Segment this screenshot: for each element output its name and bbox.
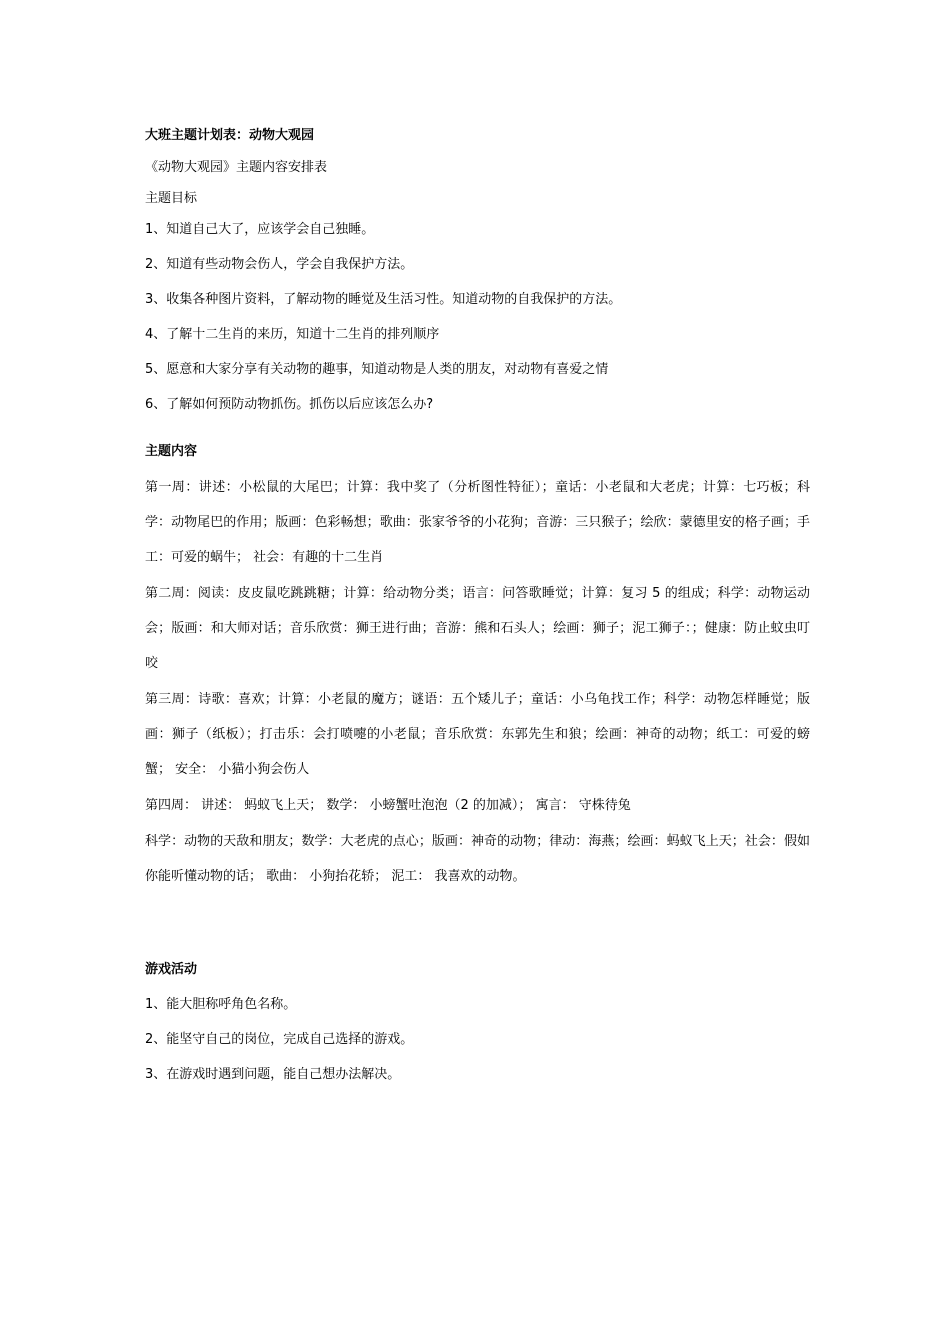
goal-item: 3、收集各种图片资料，了解动物的睡觉及生活习性。知道动物的自我保护的方法。	[145, 292, 622, 307]
week-three-content: 第三周：诗歌：喜欢；计算：小老鼠的魔方；谜语：五个矮儿子；童话：小乌龟找工作；科学：动物怎样睡觉；版画：狮子（纸板）；打击乐：会打喷嚏的小老鼠；音乐欣赏：东郭先生和狼；绘画：神奇的动物；纸工：可爱的螃蟹； 安全： 小猫小狗会伤人	[145, 692, 810, 777]
game-item: 2、能坚守自己的岗位，完成自己选择的游戏。	[145, 1032, 414, 1047]
spacer	[145, 902, 810, 960]
content-heading: 主题内容	[145, 444, 198, 459]
goal-item: 6、了解如何预防动物抓伤。抓伤以后应该怎么办?	[145, 397, 434, 412]
games-list	[145, 995, 810, 1085]
week-two-content: 第二周：阅读：皮皮鼠吃跳跳糖；计算：给动物分类；语言：问答歌睡觉；计算：复习 5 的组成；科学：动物运动会；版画：和大师对话；音乐欣赏：狮王进行曲；音游：熊和石头人；绘画：狮子；泥工狮子：；健康：防止蚊虫叮咬	[145, 586, 810, 671]
games-heading: 游戏活动	[145, 962, 198, 977]
spacer	[145, 430, 810, 442]
document-page	[145, 126, 810, 1100]
content-list	[145, 470, 810, 894]
goal-item: 5、愿意和大家分享有关动物的趣事，知道动物是人类的朋友，对动物有喜爱之情	[145, 362, 609, 377]
goals-heading: 主题目标	[145, 191, 198, 206]
week-four-continued-content: 科学：动物的天敌和朋友；数学：大老虎的点心；版画：神奇的动物；律动：海燕；绘画：蚂蚁飞上天；社会：假如你能听懂动物的话； 歌曲： 小狗抬花轿； 泥工： 我喜欢的动物。	[145, 834, 810, 884]
goals-list	[145, 220, 810, 415]
goal-item: 1、知道自己大了，应该学会自己独睡。	[145, 222, 375, 237]
week-one-content: 第一周：讲述：小松鼠的大尾巴；计算：我中奖了（分析图性特征）；童话：小老鼠和大老虎；计算：七巧板；科学：动物尾巴的作用；版画：色彩畅想；歌曲：张家爷爷的小花狗；音游：三只猴子；绘欣：蒙德里安的格子画；手工：可爱的蜗牛； 社会：有趣的十二生肖	[145, 480, 810, 565]
game-item: 1、能大胆称呼角色名称。	[145, 997, 297, 1012]
goal-item: 2、知道有些动物会伤人，学会自我保护方法。	[145, 257, 414, 272]
goal-item: 4、了解十二生肖的来历，知道十二生肖的排列顺序	[145, 327, 440, 342]
week-four-content: 第四周： 讲述： 蚂蚁飞上天； 数学： 小螃蟹吐泡泡（2 的加减）； 寓言： 守株待兔	[145, 798, 631, 813]
document-title: 大班主题计划表：动物大观园	[145, 128, 315, 143]
document-subtitle: 《动物大观园》主题内容安排表	[145, 160, 328, 175]
game-item: 3、在游戏时遇到问题，能自己想办法解决。	[145, 1067, 401, 1082]
